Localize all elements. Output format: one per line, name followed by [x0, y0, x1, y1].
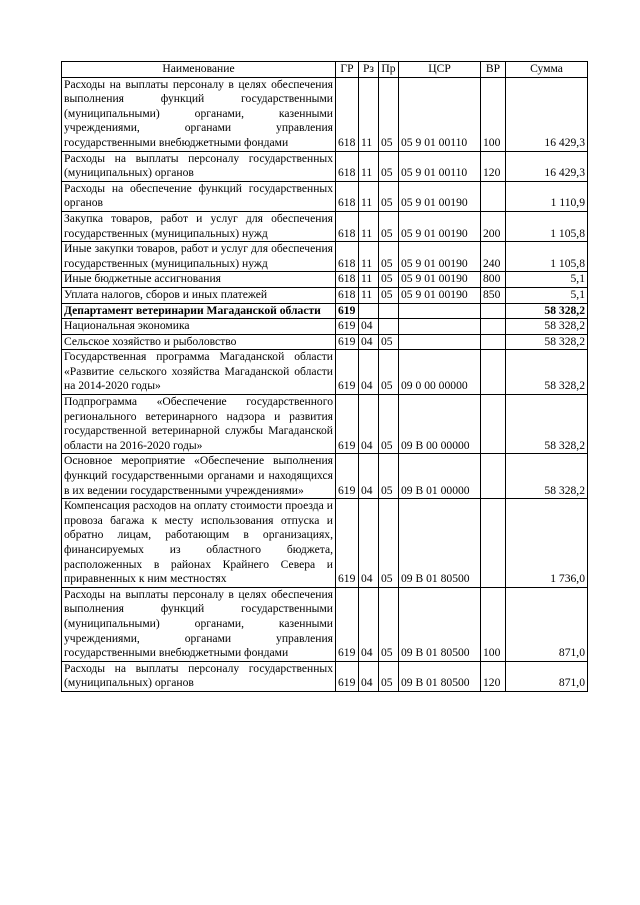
cell-gr: 619 — [336, 350, 359, 395]
cell-rz: 11 — [359, 77, 379, 151]
cell-rz: 04 — [359, 499, 379, 588]
cell-rz: 11 — [359, 211, 379, 241]
cell-sum: 58 328,2 — [506, 303, 588, 319]
table-row — [62, 77, 588, 151]
cell-csr: 05 9 01 00190 — [399, 181, 481, 211]
cell-pr: 05 — [379, 151, 399, 181]
cell-rz: 04 — [359, 350, 379, 395]
budget-table — [61, 61, 588, 692]
header-vr: ВР — [481, 62, 506, 78]
cell-sum: 58 328,2 — [506, 350, 588, 395]
cell-sum: 871,0 — [506, 587, 588, 661]
cell-sum: 1 736,0 — [506, 499, 588, 588]
cell-vr: 850 — [481, 287, 506, 303]
cell-vr — [481, 334, 506, 350]
header-csr: ЦСР — [399, 62, 481, 78]
cell-name: Иные бюджетные ассигнования — [62, 272, 336, 288]
cell-rz: 04 — [359, 661, 379, 691]
cell-gr: 618 — [336, 287, 359, 303]
table-row — [62, 587, 588, 661]
cell-pr: 05 — [379, 334, 399, 350]
cell-vr: 100 — [481, 587, 506, 661]
cell-name: Компенсация расходов на оплату стоимости проезда и провоза багажа к месту использования отпуска и обратно лицам, работающим в организациях, финансируемых из областного бюджета, расположенных в районах Крайнего Севера и приравненных к ним местностях — [62, 499, 336, 588]
header-gr: ГР — [336, 62, 359, 78]
table-row — [62, 287, 588, 303]
cell-sum: 871,0 — [506, 661, 588, 691]
table-row — [62, 454, 588, 499]
cell-pr: 05 — [379, 287, 399, 303]
table-row — [62, 272, 588, 288]
cell-pr: 05 — [379, 661, 399, 691]
cell-gr: 618 — [336, 272, 359, 288]
cell-csr: 05 9 01 00190 — [399, 272, 481, 288]
cell-name: Уплата налогов, сборов и иных платежей — [62, 287, 336, 303]
cell-vr: 120 — [481, 151, 506, 181]
cell-csr: 09 0 00 00000 — [399, 350, 481, 395]
table-row — [62, 151, 588, 181]
cell-csr: 05 9 01 00110 — [399, 77, 481, 151]
cell-vr: 200 — [481, 211, 506, 241]
cell-rz: 04 — [359, 319, 379, 335]
cell-pr: 05 — [379, 499, 399, 588]
header-pr: Пр — [379, 62, 399, 78]
cell-sum: 58 328,2 — [506, 319, 588, 335]
cell-rz: 04 — [359, 395, 379, 454]
cell-sum: 1 105,8 — [506, 242, 588, 272]
cell-sum: 1 110,9 — [506, 181, 588, 211]
cell-name: Подпрограмма «Обеспечение государственного регионального ветеринарного надзора и развития государственной ветеринарной службы Магаданской области на 2016-2020 годы» — [62, 395, 336, 454]
cell-csr: 05 9 01 00110 — [399, 151, 481, 181]
budget-page — [61, 61, 588, 692]
header-name: Наименование — [62, 62, 336, 78]
cell-pr: 05 — [379, 395, 399, 454]
header-rz: Рз — [359, 62, 379, 78]
table-row — [62, 350, 588, 395]
cell-name: Иные закупки товаров, работ и услуг для обеспечения государственных (муниципальных) нужд — [62, 242, 336, 272]
cell-sum: 58 328,2 — [506, 454, 588, 499]
table-row — [62, 319, 588, 335]
cell-sum: 58 328,2 — [506, 334, 588, 350]
cell-pr: 05 — [379, 350, 399, 395]
cell-csr: 09 В 01 80500 — [399, 587, 481, 661]
cell-gr: 619 — [336, 587, 359, 661]
cell-pr: 05 — [379, 211, 399, 241]
cell-name: Расходы на выплаты персоналу государственных (муниципальных) органов — [62, 661, 336, 691]
cell-gr: 618 — [336, 211, 359, 241]
cell-gr: 619 — [336, 334, 359, 350]
table-row — [62, 499, 588, 588]
cell-vr: 240 — [481, 242, 506, 272]
cell-vr — [481, 350, 506, 395]
table-row — [62, 661, 588, 691]
cell-vr — [481, 319, 506, 335]
cell-csr: 05 9 01 00190 — [399, 211, 481, 241]
cell-sum: 16 429,3 — [506, 151, 588, 181]
cell-name: Сельское хозяйство и рыболовство — [62, 334, 336, 350]
cell-name: Основное мероприятие «Обеспечение выполнения функций государственными органами и находящихся в их ведении государственными учреждениями» — [62, 454, 336, 499]
cell-pr — [379, 303, 399, 319]
cell-gr: 619 — [336, 303, 359, 319]
cell-name: Расходы на выплаты персоналу государственных (муниципальных) органов — [62, 151, 336, 181]
cell-pr — [379, 319, 399, 335]
cell-name: Государственная программа Магаданской области «Развитие сельского хозяйства Магаданской области на 2014-2020 годы» — [62, 350, 336, 395]
table-row — [62, 242, 588, 272]
cell-sum: 16 429,3 — [506, 77, 588, 151]
cell-gr: 618 — [336, 77, 359, 151]
table-row — [62, 303, 588, 319]
cell-gr: 619 — [336, 454, 359, 499]
cell-gr: 619 — [336, 319, 359, 335]
cell-rz: 11 — [359, 181, 379, 211]
table-row — [62, 181, 588, 211]
table-row — [62, 211, 588, 241]
cell-vr — [481, 303, 506, 319]
cell-vr — [481, 395, 506, 454]
cell-rz — [359, 303, 379, 319]
cell-vr — [481, 181, 506, 211]
cell-name: Департамент ветеринарии Магаданской области — [62, 303, 336, 319]
cell-pr: 05 — [379, 587, 399, 661]
cell-gr: 619 — [336, 395, 359, 454]
cell-vr — [481, 454, 506, 499]
cell-rz: 11 — [359, 272, 379, 288]
cell-rz: 11 — [359, 287, 379, 303]
table-row — [62, 395, 588, 454]
cell-rz: 04 — [359, 454, 379, 499]
cell-vr — [481, 499, 506, 588]
cell-vr: 100 — [481, 77, 506, 151]
cell-sum: 5,1 — [506, 287, 588, 303]
cell-gr: 618 — [336, 151, 359, 181]
cell-name: Национальная экономика — [62, 319, 336, 335]
cell-gr: 619 — [336, 499, 359, 588]
cell-rz: 04 — [359, 587, 379, 661]
cell-gr: 618 — [336, 181, 359, 211]
cell-csr: 05 9 01 00190 — [399, 242, 481, 272]
cell-name: Закупка товаров, работ и услуг для обеспечения государственных (муниципальных) нужд — [62, 211, 336, 241]
cell-csr: 09 В 01 00000 — [399, 454, 481, 499]
cell-csr — [399, 334, 481, 350]
cell-sum: 1 105,8 — [506, 211, 588, 241]
cell-pr: 05 — [379, 77, 399, 151]
cell-csr — [399, 319, 481, 335]
cell-pr: 05 — [379, 181, 399, 211]
cell-sum: 58 328,2 — [506, 395, 588, 454]
cell-pr: 05 — [379, 454, 399, 499]
cell-sum: 5,1 — [506, 272, 588, 288]
table-header-row — [62, 62, 588, 78]
cell-csr: 09 В 01 80500 — [399, 499, 481, 588]
cell-name: Расходы на обеспечение функций государственных органов — [62, 181, 336, 211]
cell-name: Расходы на выплаты персоналу в целях обеспечения выполнения функций государственными (муниципальными) органами, казенными учреждениями, органами управления государственными внебюджетными фондами — [62, 587, 336, 661]
cell-gr: 619 — [336, 661, 359, 691]
cell-rz: 04 — [359, 334, 379, 350]
cell-rz: 11 — [359, 242, 379, 272]
cell-csr: 09 В 00 00000 — [399, 395, 481, 454]
cell-pr: 05 — [379, 272, 399, 288]
cell-vr: 120 — [481, 661, 506, 691]
cell-pr: 05 — [379, 242, 399, 272]
cell-csr: 09 В 01 80500 — [399, 661, 481, 691]
cell-rz: 11 — [359, 151, 379, 181]
cell-gr: 618 — [336, 242, 359, 272]
header-sum: Сумма — [506, 62, 588, 78]
table-row — [62, 334, 588, 350]
cell-name: Расходы на выплаты персоналу в целях обеспечения выполнения функций государственными (муниципальными) органами, казенными учреждениями, органами управления государственными внебюджетными фондами — [62, 77, 336, 151]
cell-vr: 800 — [481, 272, 506, 288]
cell-csr — [399, 303, 481, 319]
cell-csr: 05 9 01 00190 — [399, 287, 481, 303]
table-body — [62, 77, 588, 691]
